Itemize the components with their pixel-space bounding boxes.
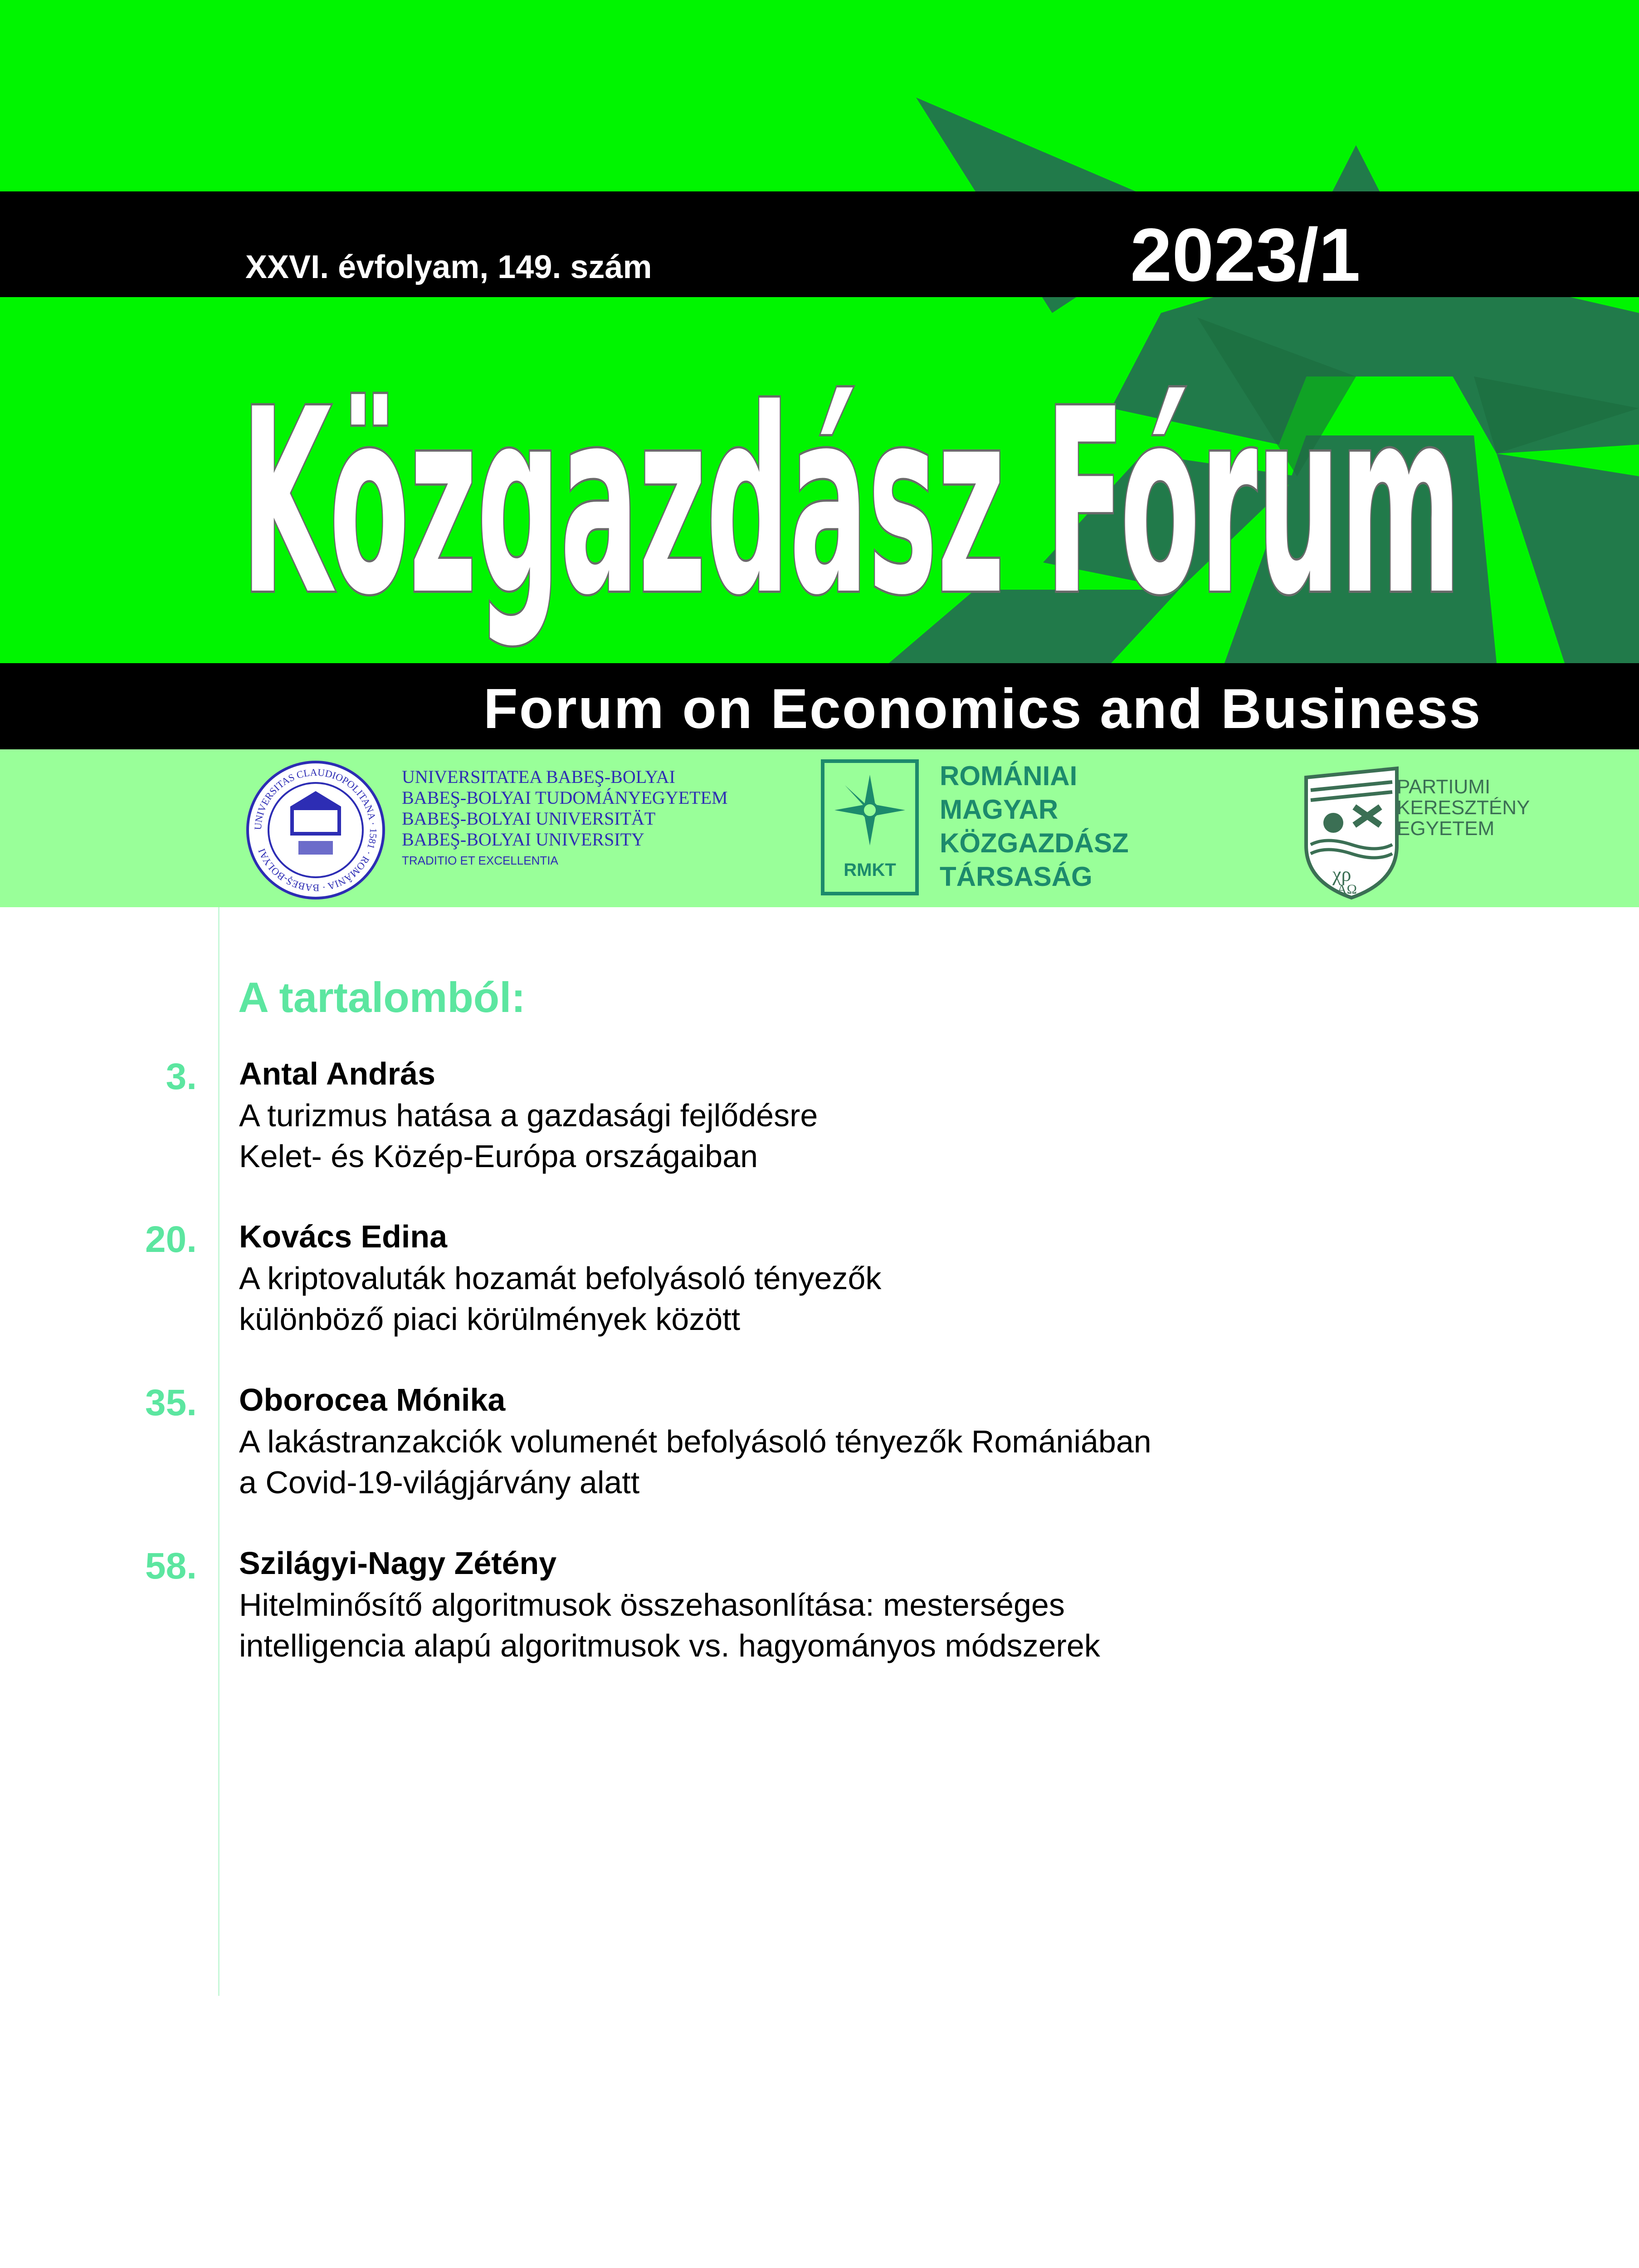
article-author: Antal András: [239, 1056, 436, 1091]
article-title-line: A turizmus hatása a gazdasági fejlődésre: [239, 1098, 818, 1133]
rmkt-name-block: [940, 759, 1129, 894]
logos-strip: [0, 749, 1639, 907]
article-title-line: különböző piaci körülmények között: [239, 1301, 741, 1337]
pke-line: PARTIUMI: [1397, 776, 1491, 798]
journal-title: [236, 358, 1469, 658]
journal-subtitle: Forum on Economics and Business: [483, 678, 1482, 740]
article-title-line: Kelet- és Közép-Európa országaiban: [239, 1139, 758, 1174]
ubb-line: UNIVERSITATEA BABEŞ-BOLYAI: [402, 767, 675, 787]
ubb-line: BABEŞ-BOLYAI TUDOMÁNYEGYETEM: [402, 787, 728, 808]
contents-heading: A tartalomból:: [238, 973, 526, 1021]
contents-divider: [218, 907, 220, 1996]
rmkt-line: MAGYAR: [940, 794, 1059, 825]
article-author: Kovács Edina: [239, 1219, 448, 1254]
article-title-line: a Covid-19-világjárvány alatt: [239, 1465, 640, 1500]
pke-name-block: [1397, 777, 1530, 839]
ubb-line: BABEŞ-BOLYAI UNIVERSITY: [402, 829, 644, 850]
ubb-motto: TRADITIO ET EXCELLENTIA: [402, 854, 558, 867]
article-title-line: intelligencia alapú algoritmusok vs. hagyományos módszerek: [239, 1628, 1100, 1663]
journal-title-text: Közgazdász Fórum: [241, 358, 1461, 651]
pke-line: KERESZTÉNY: [1397, 797, 1530, 819]
page-number: 35.: [145, 1382, 197, 1423]
page-number: 3.: [166, 1056, 197, 1097]
ubb-seal-icon: [245, 759, 386, 901]
svg-text:ΑΩ: ΑΩ: [1337, 882, 1357, 897]
page-number: 20.: [145, 1219, 197, 1260]
pke-shield-icon: [1302, 764, 1401, 900]
compass-star-icon: [834, 775, 905, 846]
rmkt-logo: [821, 759, 919, 895]
rmkt-line: KÖZGAZDÁSZ: [940, 828, 1129, 858]
ubb-line: BABEŞ-BOLYAI UNIVERSITÄT: [402, 808, 656, 829]
issue-label: XXVI. évfolyam, 149. szám: [245, 249, 652, 285]
article-author: Szilágyi-Nagy Zétény: [239, 1545, 557, 1581]
pke-line: EGYETEM: [1397, 817, 1495, 840]
article-author: Oborocea Mónika: [239, 1382, 506, 1418]
ubb-seal-text: UNIVERSITAS CLAUDIOPOLITANA · 1581 · ROMÂNIA · BABEŞ-BOLYAI: [252, 766, 380, 894]
rmkt-line: TÁRSASÁG: [940, 861, 1093, 892]
article-title-line: A kriptovaluták hozamát befolyásoló tényezők: [239, 1261, 882, 1296]
page-number: 58.: [145, 1545, 197, 1587]
rmkt-abbr: RMKT: [844, 860, 896, 880]
rmkt-line: ROMÁNIAI: [940, 761, 1078, 791]
year-issue-label: 2023/1: [1130, 213, 1361, 297]
ubb-name-block: [402, 767, 728, 871]
article-title-line: A lakástranzakciók volumenét befolyásoló tényezők Romániában: [239, 1424, 1151, 1459]
article-title-line: Hitelminősítő algoritmusok összehasonlítása: mesterséges: [239, 1587, 1065, 1623]
svg-text:χρ: χρ: [1332, 863, 1351, 885]
